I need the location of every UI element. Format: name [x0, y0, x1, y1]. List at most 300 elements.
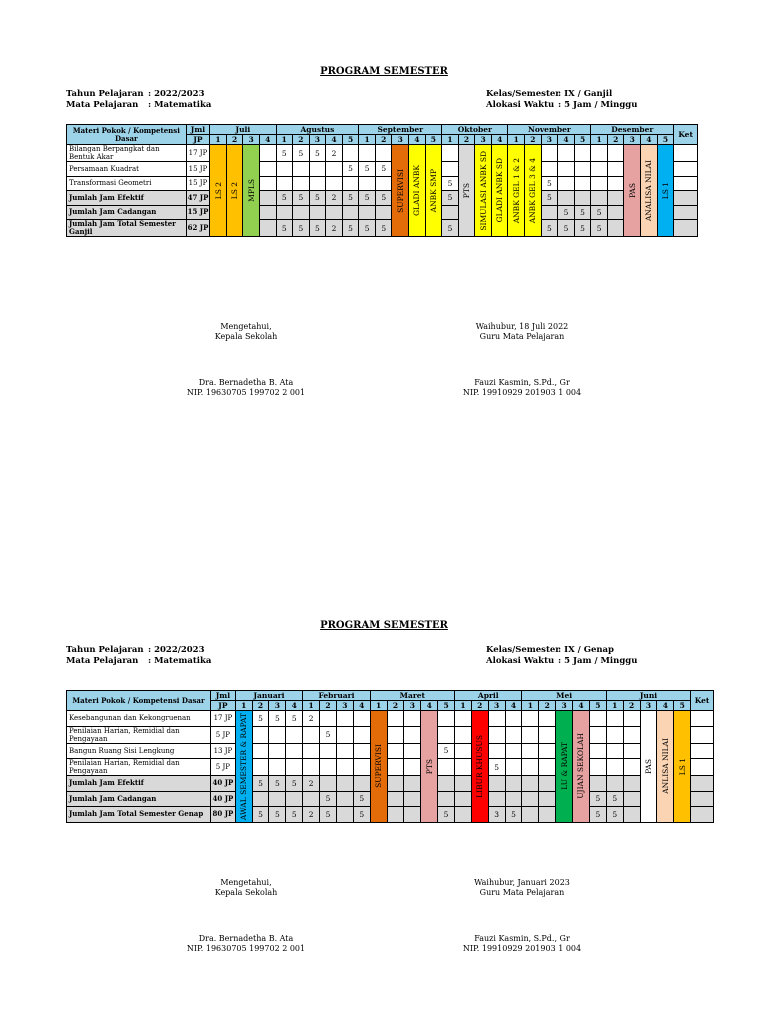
genap-mengetahui: Mengetahui, [220, 878, 272, 887]
ganjil-tahun-label: Tahun Pelajaran [66, 89, 144, 99]
jp-value-cell [505, 791, 522, 807]
jp-value-cell: 5 [252, 711, 269, 727]
materi-cell: Jumlah Jam Efektif [67, 191, 187, 206]
jp-value-cell [539, 776, 556, 792]
week-header: 5 [674, 701, 691, 711]
jp-value-cell [404, 711, 421, 727]
schedule-bar [425, 145, 442, 237]
week-header: 4 [421, 701, 438, 711]
jp-value-cell [404, 759, 421, 776]
ket-cell [674, 205, 698, 220]
schedule-bar-label: PTS [462, 182, 472, 199]
jp-value-cell [336, 743, 353, 759]
schedule-bar [508, 145, 525, 237]
jp-value-cell [359, 145, 376, 162]
schedule-bar [235, 711, 252, 823]
jp-value-cell [607, 145, 624, 162]
jp-value-cell [607, 191, 624, 206]
schedule-bar [657, 145, 674, 237]
jp-value-cell: 5 [252, 776, 269, 792]
jp-value-cell [252, 743, 269, 759]
jp-value-cell [404, 743, 421, 759]
jp-value-cell [286, 726, 303, 743]
jp-value-cell [387, 726, 404, 743]
week-header: 1 [210, 135, 227, 145]
schedule-bar-label: SUPERVISI [395, 168, 405, 213]
jp-value-cell [303, 726, 320, 743]
week-header: 4 [558, 135, 575, 145]
jml-cell: 62 JP [186, 220, 210, 237]
jp-value-cell [589, 759, 606, 776]
jp-value-cell [353, 776, 370, 792]
jp-value-cell [252, 759, 269, 776]
ket-cell [691, 776, 714, 792]
schedule-bar-label: ANLISA NILAI [660, 738, 670, 795]
genap-schedule-table [66, 690, 714, 823]
jp-value-cell [259, 191, 276, 206]
week-header: 4 [259, 135, 276, 145]
week-header: 2 [471, 701, 488, 711]
jp-value-cell [259, 145, 276, 162]
jp-value-cell: 2 [303, 711, 320, 727]
month-header: Agustus [276, 125, 359, 135]
jp-value-cell [438, 711, 455, 727]
jp-value-cell [591, 162, 608, 177]
week-header: 5 [438, 701, 455, 711]
schedule-bar-label: GLADI ANBK [412, 165, 422, 216]
jp-value-cell: 5 [488, 759, 505, 776]
jp-value-cell: 5 [342, 191, 359, 206]
month-header: September [359, 125, 442, 135]
genap-kepala-sekolah: Kepala Sekolah [214, 888, 278, 897]
ganjil-sign-left [146, 322, 346, 398]
jp-value-cell [606, 743, 623, 759]
week-header: 2 [458, 135, 475, 145]
table-row [67, 205, 698, 220]
jp-value-cell [320, 711, 337, 727]
week-header: 1 [606, 701, 623, 711]
week-header: 3 [624, 135, 641, 145]
jp-value-cell [455, 759, 472, 776]
ket-cell [674, 191, 698, 206]
ket-cell [691, 759, 714, 776]
jp-value-cell [488, 726, 505, 743]
genap-guru-nip: NIP. 19910929 201903 1 004 [462, 944, 582, 953]
ganjil-meta-labels-right [486, 89, 566, 111]
jml-cell: 15 JP [186, 162, 210, 177]
genap-guru-name: Fauzi Kasmin, S.Pd., Gr [474, 934, 570, 943]
jp-value-cell [353, 726, 370, 743]
jp-value-cell [326, 162, 343, 177]
ganjil-mapel-label: Mata Pelajaran [66, 100, 139, 110]
ganjil-mapel-value: : Matematika [148, 100, 212, 110]
week-header: 1 [508, 135, 525, 145]
month-header: Oktober [442, 125, 508, 135]
jp-value-cell [387, 776, 404, 792]
table-row [67, 176, 698, 191]
jp-value-cell: 5 [342, 220, 359, 237]
jp-value-cell [574, 145, 591, 162]
ganjil-schedule-table [66, 124, 698, 237]
jp-value-cell: 5 [359, 220, 376, 237]
jp-value-cell [623, 807, 640, 823]
ganjil-sign-right [422, 322, 622, 398]
jp-value-cell [404, 807, 421, 823]
week-header: 1 [370, 701, 387, 711]
week-header: 1 [276, 135, 293, 145]
ket-cell [691, 807, 714, 823]
schedule-bar-label: ANBK GEL 3 & 4 [528, 157, 538, 224]
schedule-bar-label: PAS [627, 183, 637, 198]
jp-value-cell: 5 [589, 791, 606, 807]
jp-value-cell: 5 [558, 205, 575, 220]
jp-value-cell [607, 205, 624, 220]
jp-value-cell: 5 [269, 776, 286, 792]
jp-value-cell [387, 711, 404, 727]
ket-cell [691, 711, 714, 727]
jp-value-cell: 5 [320, 791, 337, 807]
jp-value-cell [522, 711, 539, 727]
schedule-bar [210, 145, 227, 237]
jml-cell: 15 JP [186, 205, 210, 220]
ganjil-kelas-label: Kelas/Semester [486, 89, 560, 99]
jp-value-cell [623, 776, 640, 792]
genap-meta-values-left [148, 645, 268, 667]
jp-value-cell [336, 776, 353, 792]
table-row [67, 759, 714, 776]
jp-value-cell: 5 [505, 807, 522, 823]
jp-value-cell [606, 776, 623, 792]
genap-kepsek-nip: NIP. 19630705 199702 2 001 [186, 944, 306, 953]
week-header: 3 [404, 701, 421, 711]
jp-value-cell [455, 726, 472, 743]
jp-value-cell [488, 776, 505, 792]
jp-value-cell [623, 791, 640, 807]
jp-value-cell: 5 [574, 220, 591, 237]
ganjil-alokasi-label: Alokasi Waktu [486, 100, 555, 110]
jp-value-cell [558, 176, 575, 191]
jp-value-cell [488, 791, 505, 807]
week-header: 2 [525, 135, 542, 145]
week-header: 3 [541, 135, 558, 145]
jp-value-cell [539, 791, 556, 807]
jp-value-cell [522, 807, 539, 823]
week-header: 1 [591, 135, 608, 145]
week-header: 3 [475, 135, 492, 145]
jml-cell: 80 JP [211, 807, 236, 823]
jp-value-cell [522, 726, 539, 743]
jp-value-cell: 5 [252, 807, 269, 823]
jp-value-cell [309, 176, 326, 191]
jp-value-cell [252, 726, 269, 743]
jp-value-cell: 5 [591, 220, 608, 237]
materi-cell: Penilaian Harian, Remidial dan Pengayaan [67, 726, 211, 743]
schedule-bar-label: LS 2 [213, 181, 223, 200]
month-header: Maret [370, 691, 454, 701]
col-header-jml: Jml [186, 125, 210, 135]
schedule-bar [525, 145, 542, 237]
jp-value-cell [375, 145, 392, 162]
jp-value-cell [574, 176, 591, 191]
jml-cell: 47 JP [186, 191, 210, 206]
schedule-bar [641, 145, 658, 237]
jp-value-cell [607, 162, 624, 177]
materi-cell: Bilangan Berpangkat dan Bentuk Akar [67, 145, 187, 162]
schedule-bar-label: UJIAN SEKOLAH [576, 733, 586, 800]
jp-value-cell: 5 [442, 191, 459, 206]
jp-value-cell [589, 726, 606, 743]
jp-value-cell [442, 205, 459, 220]
genap-place-date: Waihubur, Januari 2023 [474, 878, 570, 887]
genap-mapel-label: Mata Pelajaran [66, 656, 139, 666]
jp-value-cell [259, 176, 276, 191]
schedule-bar-label: AWAL SEMESTER & RAPAT [239, 712, 249, 820]
jml-cell: 13 JP [211, 743, 236, 759]
genap-kelas-value: : IX / Genap [558, 645, 614, 655]
jp-value-cell [607, 220, 624, 237]
jp-value-cell [541, 145, 558, 162]
month-header: Desember [591, 125, 674, 135]
table-row [67, 145, 698, 162]
jp-value-cell: 5 [342, 162, 359, 177]
jml-cell: 17 JP [186, 145, 210, 162]
jp-value-cell [623, 726, 640, 743]
jp-value-cell [342, 176, 359, 191]
jp-value-cell [336, 807, 353, 823]
jp-value-cell: 5 [558, 220, 575, 237]
schedule-bar [475, 145, 492, 237]
jp-value-cell [438, 726, 455, 743]
jp-value-cell [353, 711, 370, 727]
ganjil-guru-label: Guru Mata Pelajaran [479, 332, 565, 341]
materi-cell: Jumlah Jam Cadangan [67, 791, 211, 807]
jp-value-cell [591, 145, 608, 162]
month-header: Juni [606, 691, 690, 701]
jp-value-cell: 5 [541, 220, 558, 237]
jp-value-cell [539, 711, 556, 727]
week-header: 5 [589, 701, 606, 711]
table-row [67, 791, 714, 807]
genap-guru-label: Guru Mata Pelajaran [479, 888, 565, 897]
jp-value-cell [623, 759, 640, 776]
jp-value-cell [342, 205, 359, 220]
jp-value-cell [387, 807, 404, 823]
jp-value-cell [359, 205, 376, 220]
ganjil-mengetahui: Mengetahui, [220, 322, 272, 331]
jp-value-cell [438, 776, 455, 792]
jp-value-cell [269, 791, 286, 807]
jp-value-cell [336, 791, 353, 807]
col-header-jp: JP [211, 701, 236, 711]
jp-value-cell [336, 726, 353, 743]
jp-value-cell [522, 791, 539, 807]
ket-cell [691, 791, 714, 807]
jp-value-cell [276, 162, 293, 177]
jp-value-cell [353, 743, 370, 759]
table-row [67, 726, 714, 743]
schedule-bar-label: SUPERVISI [374, 744, 384, 789]
jp-value-cell [286, 743, 303, 759]
jp-value-cell [309, 162, 326, 177]
schedule-bar-label: PTS [424, 758, 434, 774]
month-header: Mei [522, 691, 606, 701]
jp-value-cell [505, 711, 522, 727]
jp-value-cell: 5 [276, 145, 293, 162]
jp-value-cell [558, 191, 575, 206]
jp-value-cell: 5 [541, 176, 558, 191]
ganjil-guru-name: Fauzi Kasmin, S.Pd., Gr [474, 378, 570, 387]
jp-value-cell: 2 [326, 145, 343, 162]
jp-value-cell [342, 145, 359, 162]
ganjil-place-date: Waihubur, 18 Juli 2022 [475, 322, 569, 331]
schedule-bar-label: SIMULASI ANBK SD [478, 150, 488, 231]
jp-value-cell: 5 [541, 191, 558, 206]
jp-value-cell [387, 759, 404, 776]
materi-cell: Jumlah Jam Efektif [67, 776, 211, 792]
week-header: 1 [303, 701, 320, 711]
jp-value-cell [320, 776, 337, 792]
schedule-bar [226, 145, 243, 237]
jml-cell: 15 JP [186, 176, 210, 191]
jp-value-cell [606, 726, 623, 743]
schedule-bar-label: ANBK GEL 1 & 2 [511, 157, 521, 224]
ganjil-tahun-value: : 2022/2023 [148, 89, 205, 99]
jp-value-cell: 5 [442, 176, 459, 191]
jp-value-cell [488, 711, 505, 727]
week-header: 2 [293, 135, 310, 145]
jp-value-cell [442, 162, 459, 177]
jp-value-cell [404, 791, 421, 807]
jp-value-cell: 5 [589, 807, 606, 823]
jp-value-cell [539, 759, 556, 776]
jp-value-cell [293, 176, 310, 191]
jp-value-cell [591, 191, 608, 206]
schedule-bar-label: LS 2 [230, 181, 240, 200]
jp-value-cell [455, 807, 472, 823]
jp-value-cell: 5 [375, 162, 392, 177]
jml-cell: 40 JP [211, 791, 236, 807]
week-header: 4 [641, 135, 658, 145]
jp-value-cell: 5 [293, 145, 310, 162]
jp-value-cell [286, 759, 303, 776]
jp-value-cell: 5 [353, 791, 370, 807]
materi-cell: Persamaan Kuadrat [67, 162, 187, 177]
jp-value-cell: 2 [303, 776, 320, 792]
week-header: 3 [556, 701, 573, 711]
jp-value-cell: 5 [293, 191, 310, 206]
week-header: 1 [359, 135, 376, 145]
genap-meta-values-right [558, 645, 678, 667]
jp-value-cell: 5 [293, 220, 310, 237]
week-header: 2 [375, 135, 392, 145]
genap-kelas-label: Kelas/Semester [486, 645, 560, 655]
jp-value-cell [442, 145, 459, 162]
jp-value-cell [404, 776, 421, 792]
ket-cell [691, 726, 714, 743]
ganjil-meta-values-right [558, 89, 678, 111]
genap-alokasi-value: : 5 Jam / Minggu [558, 656, 638, 666]
ganjil-guru-nip: NIP. 19910929 201903 1 004 [462, 388, 582, 397]
week-header: 2 [607, 135, 624, 145]
jp-value-cell: 5 [269, 807, 286, 823]
month-header: November [508, 125, 591, 135]
week-header: 3 [309, 135, 326, 145]
jp-value-cell [375, 205, 392, 220]
jp-value-cell: 5 [286, 776, 303, 792]
ganjil-kepala-sekolah: Kepala Sekolah [214, 332, 278, 341]
jp-value-cell [303, 791, 320, 807]
week-header: 4 [491, 135, 508, 145]
week-header: 4 [409, 135, 426, 145]
jp-value-cell [293, 162, 310, 177]
jp-value-cell [522, 759, 539, 776]
week-header: 1 [442, 135, 459, 145]
schedule-bar [243, 145, 260, 237]
genap-tahun-label: Tahun Pelajaran [66, 645, 144, 655]
month-header: April [455, 691, 522, 701]
jp-value-cell [455, 743, 472, 759]
ganjil-kepsek-name: Dra. Bernadetha B. Ata [198, 378, 294, 387]
jp-value-cell: 5 [276, 191, 293, 206]
schedule-bar [640, 711, 657, 823]
week-header: 4 [573, 701, 590, 711]
schedule-bar-label: ANALISA NILAI [644, 159, 654, 222]
ganjil-kelas-value: : IX / Ganjil [558, 89, 613, 99]
jp-value-cell: 5 [359, 162, 376, 177]
jp-value-cell [522, 743, 539, 759]
jp-value-cell: 5 [606, 807, 623, 823]
jp-value-cell: 5 [276, 220, 293, 237]
table-row [67, 711, 714, 727]
table-row [67, 191, 698, 206]
jp-value-cell [574, 191, 591, 206]
col-header-materi: Materi Pokok / Kompetensi Dasar [67, 125, 187, 145]
month-header: Januari [235, 691, 302, 701]
jp-value-cell [438, 759, 455, 776]
jp-value-cell: 5 [309, 220, 326, 237]
schedule-bar-label: LS 1 [677, 757, 687, 775]
genap-meta-labels-left [66, 645, 146, 667]
week-header: 3 [392, 135, 409, 145]
genap-title: PROGRAM SEMESTER [320, 620, 448, 631]
jp-value-cell: 5 [286, 807, 303, 823]
jp-value-cell [326, 176, 343, 191]
jp-value-cell [591, 176, 608, 191]
jp-value-cell [375, 176, 392, 191]
jp-value-cell: 5 [375, 191, 392, 206]
jp-value-cell [589, 776, 606, 792]
week-header: 5 [425, 135, 442, 145]
jp-value-cell [541, 205, 558, 220]
jp-value-cell [522, 776, 539, 792]
ganjil-meta-labels-left [66, 89, 146, 111]
schedule-bar [674, 711, 691, 823]
jp-value-cell [606, 711, 623, 727]
genap-sign-left [146, 878, 346, 954]
week-header: 5 [657, 135, 674, 145]
schedule-bar [556, 711, 573, 823]
week-header: 4 [657, 701, 674, 711]
jp-value-cell [359, 176, 376, 191]
month-header: Februari [303, 691, 370, 701]
materi-cell: Jumlah Jam Total Semester Ganjil [67, 220, 187, 237]
jp-value-cell [455, 711, 472, 727]
jp-value-cell: 5 [375, 220, 392, 237]
schedule-bar-label: GLADI ANBK SD [495, 158, 505, 223]
jp-value-cell [259, 220, 276, 237]
jp-value-cell [336, 711, 353, 727]
col-header-materi: Materi Pokok / Kompetensi Dasar [67, 691, 211, 711]
